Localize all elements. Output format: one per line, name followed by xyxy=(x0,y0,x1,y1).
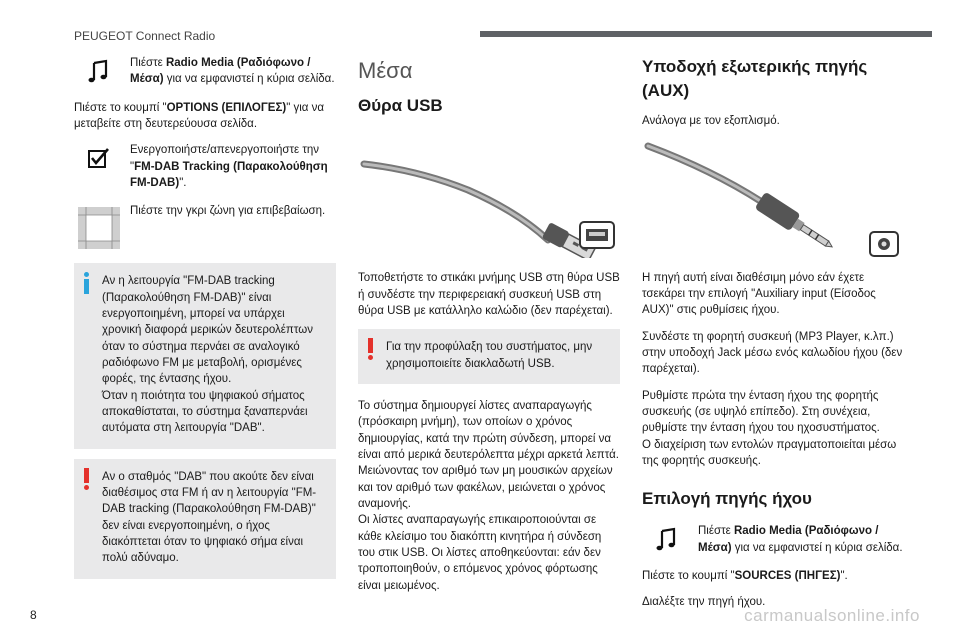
warning-icon xyxy=(368,338,373,360)
source-select-title: Επιλογή πηγής ήχου xyxy=(642,489,812,509)
tracking-step xyxy=(74,142,336,191)
sources-instruction: Πιέστε το κουμπί "SOURCES (ΠΗΓΕΣ)". xyxy=(642,569,848,582)
info-text-1: Αν η λειτουργία "FM-DAB tracking (Παρακολούθηση FM-DAB)" είναι ενεργοποιημένη, μπορεί να υπάρχει χρονική διαφορά μερικών δευτερολέπτων όταν το σύστημα περνάει σε αναλογικό ραδιόφωνο FM με μεταβολή, ορισμένες φορές, της έντασης ήχου. xyxy=(102,275,313,386)
aux-intro: Ανάλογα με τον εξοπλισμό. xyxy=(642,115,780,128)
usb-instruction: Τοποθετήστε το στικάκι μνήμης USB στη θύρα USB ή συνδέστε την περιφερειακή συσκευή USB στη θύρα USB με κατάλληλο καλώδιο (δεν παρέχεται). xyxy=(358,272,620,318)
jack-plug-icon xyxy=(642,140,904,258)
aux-title: Υποδοχή εξωτερικής πηγής (AUX) xyxy=(642,57,868,101)
warning-text-usb: Για την προφύλαξη του συστήματος, μην χρησιμοποιείτε διακλαδωτή USB. xyxy=(386,341,593,370)
info-text-2: Όταν η ποιότητα του ψηφιακού σήματος αποκαθίσταται, το σύστημα ξαναπερνάει αυτόματα στη λειτουργία "DAB". xyxy=(102,389,308,435)
radio-media-instruction-2: Πιέστε Radio Media (Ραδιόφωνο / Μέσα) για να εμφανιστεί η κύρια σελίδα. xyxy=(698,525,903,554)
options-instruction: Πιέστε το κουμπί "OPTIONS (ΕΠΙΛΟΓΕΣ)" για να μεταβείτε στη δευτερεύουσα σελίδα. xyxy=(74,101,325,130)
playlist-text-1: Το σύστημα δημιουργεί λίστες αναπαραγωγής (πρόσκαιρη μνήμη), των οποίων ο χρόνος δημιουργίας, κατά την πρώτη σύνδεση, μπορεί να είναι από μερικά δευτερόλεπτα μέχρι αρκετά λεπτά. Μειώνοντας τον αριθμό των μη μουσικών αρχείων και τον αριθμό των φακέλων, μειώνεται ο χρόνος αναμονής. xyxy=(358,400,619,510)
column-3 xyxy=(642,55,904,621)
playlist-paragraph xyxy=(358,398,620,594)
section-title-media: Μέσα xyxy=(358,58,413,83)
usb-port-title: Θύρα USB xyxy=(358,96,443,116)
grid-zone-icon xyxy=(74,203,124,249)
tracking-instruction: Ενεργοποιήστε/απενεργοποιήστε την "FM-DAB Tracking (Παρακολούθηση FM-DAB)". xyxy=(130,144,328,189)
page-number: 8 xyxy=(30,607,37,622)
choose-source-instruction: Διαλέξτε την πηγή ήχου. xyxy=(642,596,766,609)
watermark: carmanualsonline.info xyxy=(744,605,920,625)
radio-media-step-2 xyxy=(642,523,904,556)
warning-text-dab: Αν ο σταθμός "DAB" που ακούτε δεν είναι διαθέσιμος στα FM ή αν η λειτουργία "FM-DAB tracking (Παρακολούθηση FM-DAB)" δεν είναι ενεργοποιημένη, ο ήχος διακόπτεται όταν το ψηφιακό σήμα είναι πολύ αδύναμο. xyxy=(102,470,317,565)
warning-note-usb xyxy=(358,329,620,384)
warning-note-dab xyxy=(74,459,336,579)
radio-media-instruction: Πιέστε Radio Media (Ραδιόφωνο / Μέσα) για να εμφανιστεί η κύρια σελίδα. xyxy=(130,57,335,86)
page-header-title: PEUGEOT Connect Radio xyxy=(74,29,216,43)
header-bar xyxy=(480,31,932,37)
music-note-icon xyxy=(74,55,124,85)
column-2 xyxy=(358,55,620,604)
column-1 xyxy=(74,55,336,589)
warning-icon xyxy=(84,468,89,490)
aux-paragraph-3: Ρυθμίστε πρώτα την ένταση ήχου της φορητής συσκευής (σε υψηλό επίπεδο). Στη συνέχεια, ρυθμίστε την ένταση ήχου του ηχοσυστήματος. Ο διαχείριση των εντολών πραγματοποιείται μέσω της φορητής συσκευής. xyxy=(642,389,897,467)
aux-paragraph-1: Η πηγή αυτή είναι διαθέσιμη μόνο εάν έχετε τσεκάρει την επιλογή "Auxiliary input (Είσοδος AUX)" στις ρυθμίσεις ήχου. xyxy=(642,271,876,317)
info-icon xyxy=(84,272,89,294)
radio-media-step xyxy=(74,55,336,88)
confirm-step xyxy=(74,203,336,249)
playlist-text-2: Οι λίστες αναπαραγωγής επικαιροποιούνται σε κάθε κλείσιμο του διακόπτη κινητήρα ή σύνδεση του στικ USB. Οι λίστες αποθηκεύονται: εάν δεν τροποποιηθούν, ο επόμενος χρόνος φόρτωσης είναι μειωμένος. xyxy=(358,514,602,592)
checkbox-checked-icon xyxy=(74,142,124,170)
music-note-icon xyxy=(642,523,692,553)
confirm-instruction: Πιέστε την γκρι ζώνη για επιβεβαίωση. xyxy=(130,205,326,218)
aux-paragraph-2: Συνδέστε τη φορητή συσκευή (MP3 Player, κ.λπ.) στην υποδοχή Jack μέσω ενός καλωδίου ήχου (δεν παρέχεται). xyxy=(642,330,903,376)
info-note-tracking xyxy=(74,263,336,448)
usb-plug-icon xyxy=(358,130,620,258)
